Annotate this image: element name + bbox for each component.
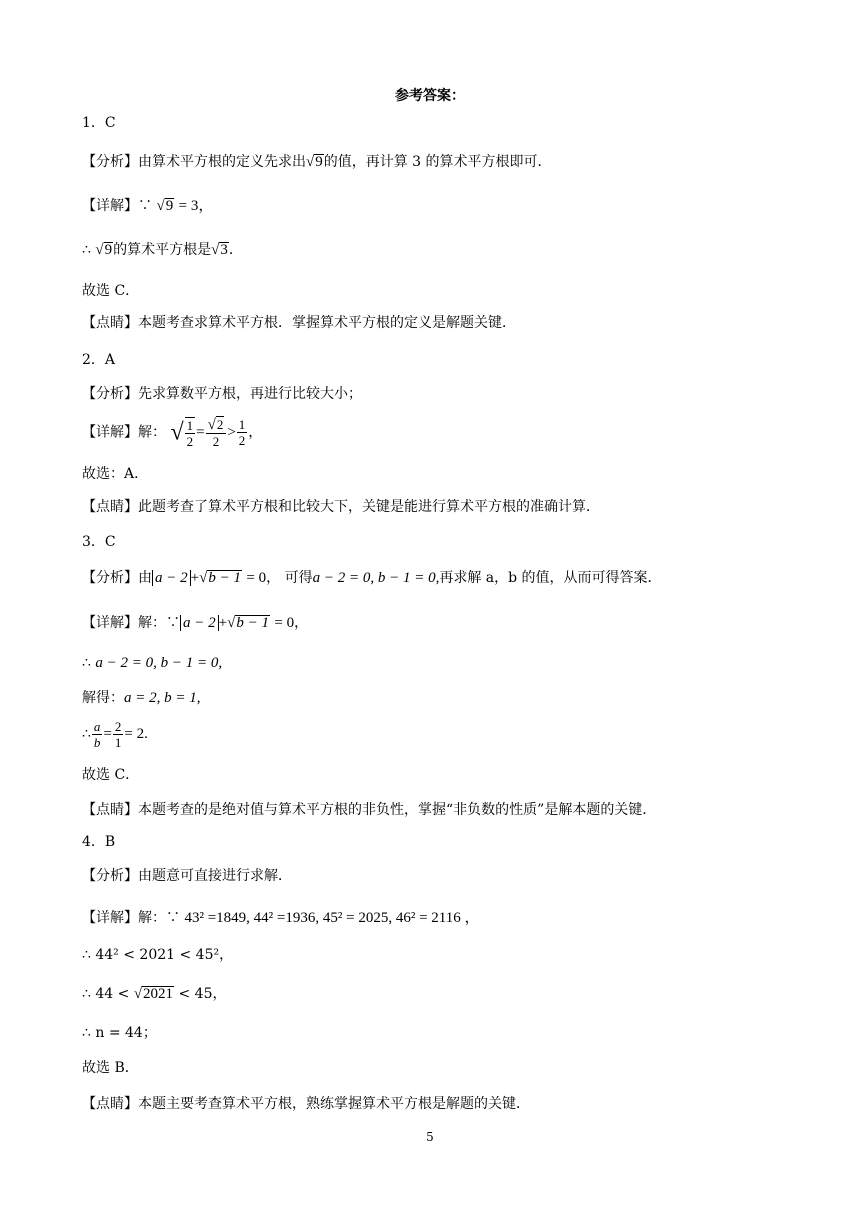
q4-choice: 故选 B．	[82, 1060, 139, 1076]
q1-choice: 故选 C．	[82, 283, 140, 299]
sqrt-expression: √9	[306, 154, 323, 170]
q2-answer: 2．A	[82, 352, 116, 368]
fraction: $\frac{a}{b}$	[93, 718, 101, 750]
q3-comment: 【点睛】本题考查的是绝对值与算术平方根的非负性，掌握“非负数的性质”是解本题的关键．	[82, 802, 657, 818]
analysis-label: 【分析】	[82, 154, 138, 170]
comment-label: 【点睛】	[82, 499, 138, 515]
q1-conclusion: ∴ √9的算术平方根是√3．	[82, 242, 243, 258]
comment-label: 【点睛】	[82, 1096, 138, 1112]
absolute-value: a − 2	[152, 570, 191, 586]
sqrt-expression: √b − 1	[227, 615, 269, 631]
q3-condition-line: ∴ a − 2 = 0, b − 1 = 0,	[82, 655, 223, 671]
q2-comment: 【点睛】此题考查了算术平方根和比较大下，关键是能进行算术平方根的准确计算．	[82, 499, 600, 515]
q4-analysis: 【分析】由题意可直接进行求解．	[82, 868, 292, 884]
page-title: 参考答案：	[395, 88, 465, 104]
sqrt-expression: √b − 1	[199, 570, 241, 586]
q2-detail: 【详解】解： √ $\frac{1}{2}$ = $\frac{√2}{2}$ > $\frac{1}{2}$ ，	[82, 414, 262, 451]
fraction: $\frac{2}{1}$	[114, 718, 122, 750]
detail-label: 【详解】	[82, 615, 138, 631]
page-number: 5	[426, 1130, 434, 1144]
q3-detail: 【详解】解：∵ a − 2 +√b − 1 = 0，	[82, 615, 309, 631]
q3-ratio-line: ∴ $\frac{a}{b}$ = $\frac{2}{1}$ = 2.	[82, 718, 148, 750]
analysis-label: 【分析】	[82, 868, 138, 884]
q1-detail: 【详解】∵ √9 = 3，	[82, 198, 214, 214]
q1-comment: 【点睛】本题考查求算术平方根．掌握算术平方根的定义是解题关键．	[82, 315, 516, 331]
q4-inequality-squares: ∴ 44² < 2021 < 45²，	[82, 947, 234, 963]
sqrt-expression: √3	[211, 242, 228, 258]
q3-answer: 3．C	[82, 534, 116, 550]
fraction: $\frac{1}{2}$	[238, 416, 246, 448]
fraction: $\frac{√2}{2}$	[206, 416, 227, 449]
analysis-label: 【分析】	[82, 386, 138, 402]
q3-solve-line: 解得：a = 2, b = 1,	[82, 690, 201, 706]
sqrt-expression: √2021	[133, 986, 174, 1002]
q4-n-value: ∴ n = 44；	[82, 1025, 157, 1041]
q4-inequality-root: ∴ 44 < √2021 < 45，	[82, 986, 227, 1002]
detail-label: 【详解】	[82, 910, 138, 926]
sqrt-expression: √9	[156, 198, 174, 214]
q3-analysis: 【分析】由 a − 2 +√b − 1 = 0， 可得a − 2 = 0, b − 1 = 0,再求解 a，b 的值，从而可得答案．	[82, 570, 662, 586]
absolute-value: a − 2	[180, 615, 219, 631]
q3-choice: 故选 C．	[82, 767, 140, 783]
q2-choice: 故选：A．	[82, 466, 149, 482]
detail-label: 【详解】	[82, 198, 138, 214]
q4-comment: 【点睛】本题主要考查算术平方根，熟练掌握算术平方根是解题的关键．	[82, 1096, 530, 1112]
detail-label: 【详解】	[82, 424, 138, 441]
q1-analysis: 【分析】由算术平方根的定义先求出√9的值，再计算 3 的算术平方根即可．	[82, 154, 552, 170]
q4-detail: 【详解】解：∵ 43² =1849, 44² =1936, 45² = 2025, 46² = 2116 ，	[82, 910, 480, 926]
sqrt-expression: √9	[95, 242, 113, 258]
sqrt-expression: √ $\frac{1}{2}$	[170, 417, 194, 449]
q1-answer: 1．C	[82, 115, 116, 131]
comment-label: 【点睛】	[82, 315, 138, 331]
q2-analysis: 【分析】先求算数平方根，再进行比较大小；	[82, 386, 362, 402]
comment-label: 【点睛】	[82, 802, 138, 818]
analysis-label: 【分析】	[82, 570, 138, 586]
q4-answer: 4．B	[82, 834, 116, 850]
